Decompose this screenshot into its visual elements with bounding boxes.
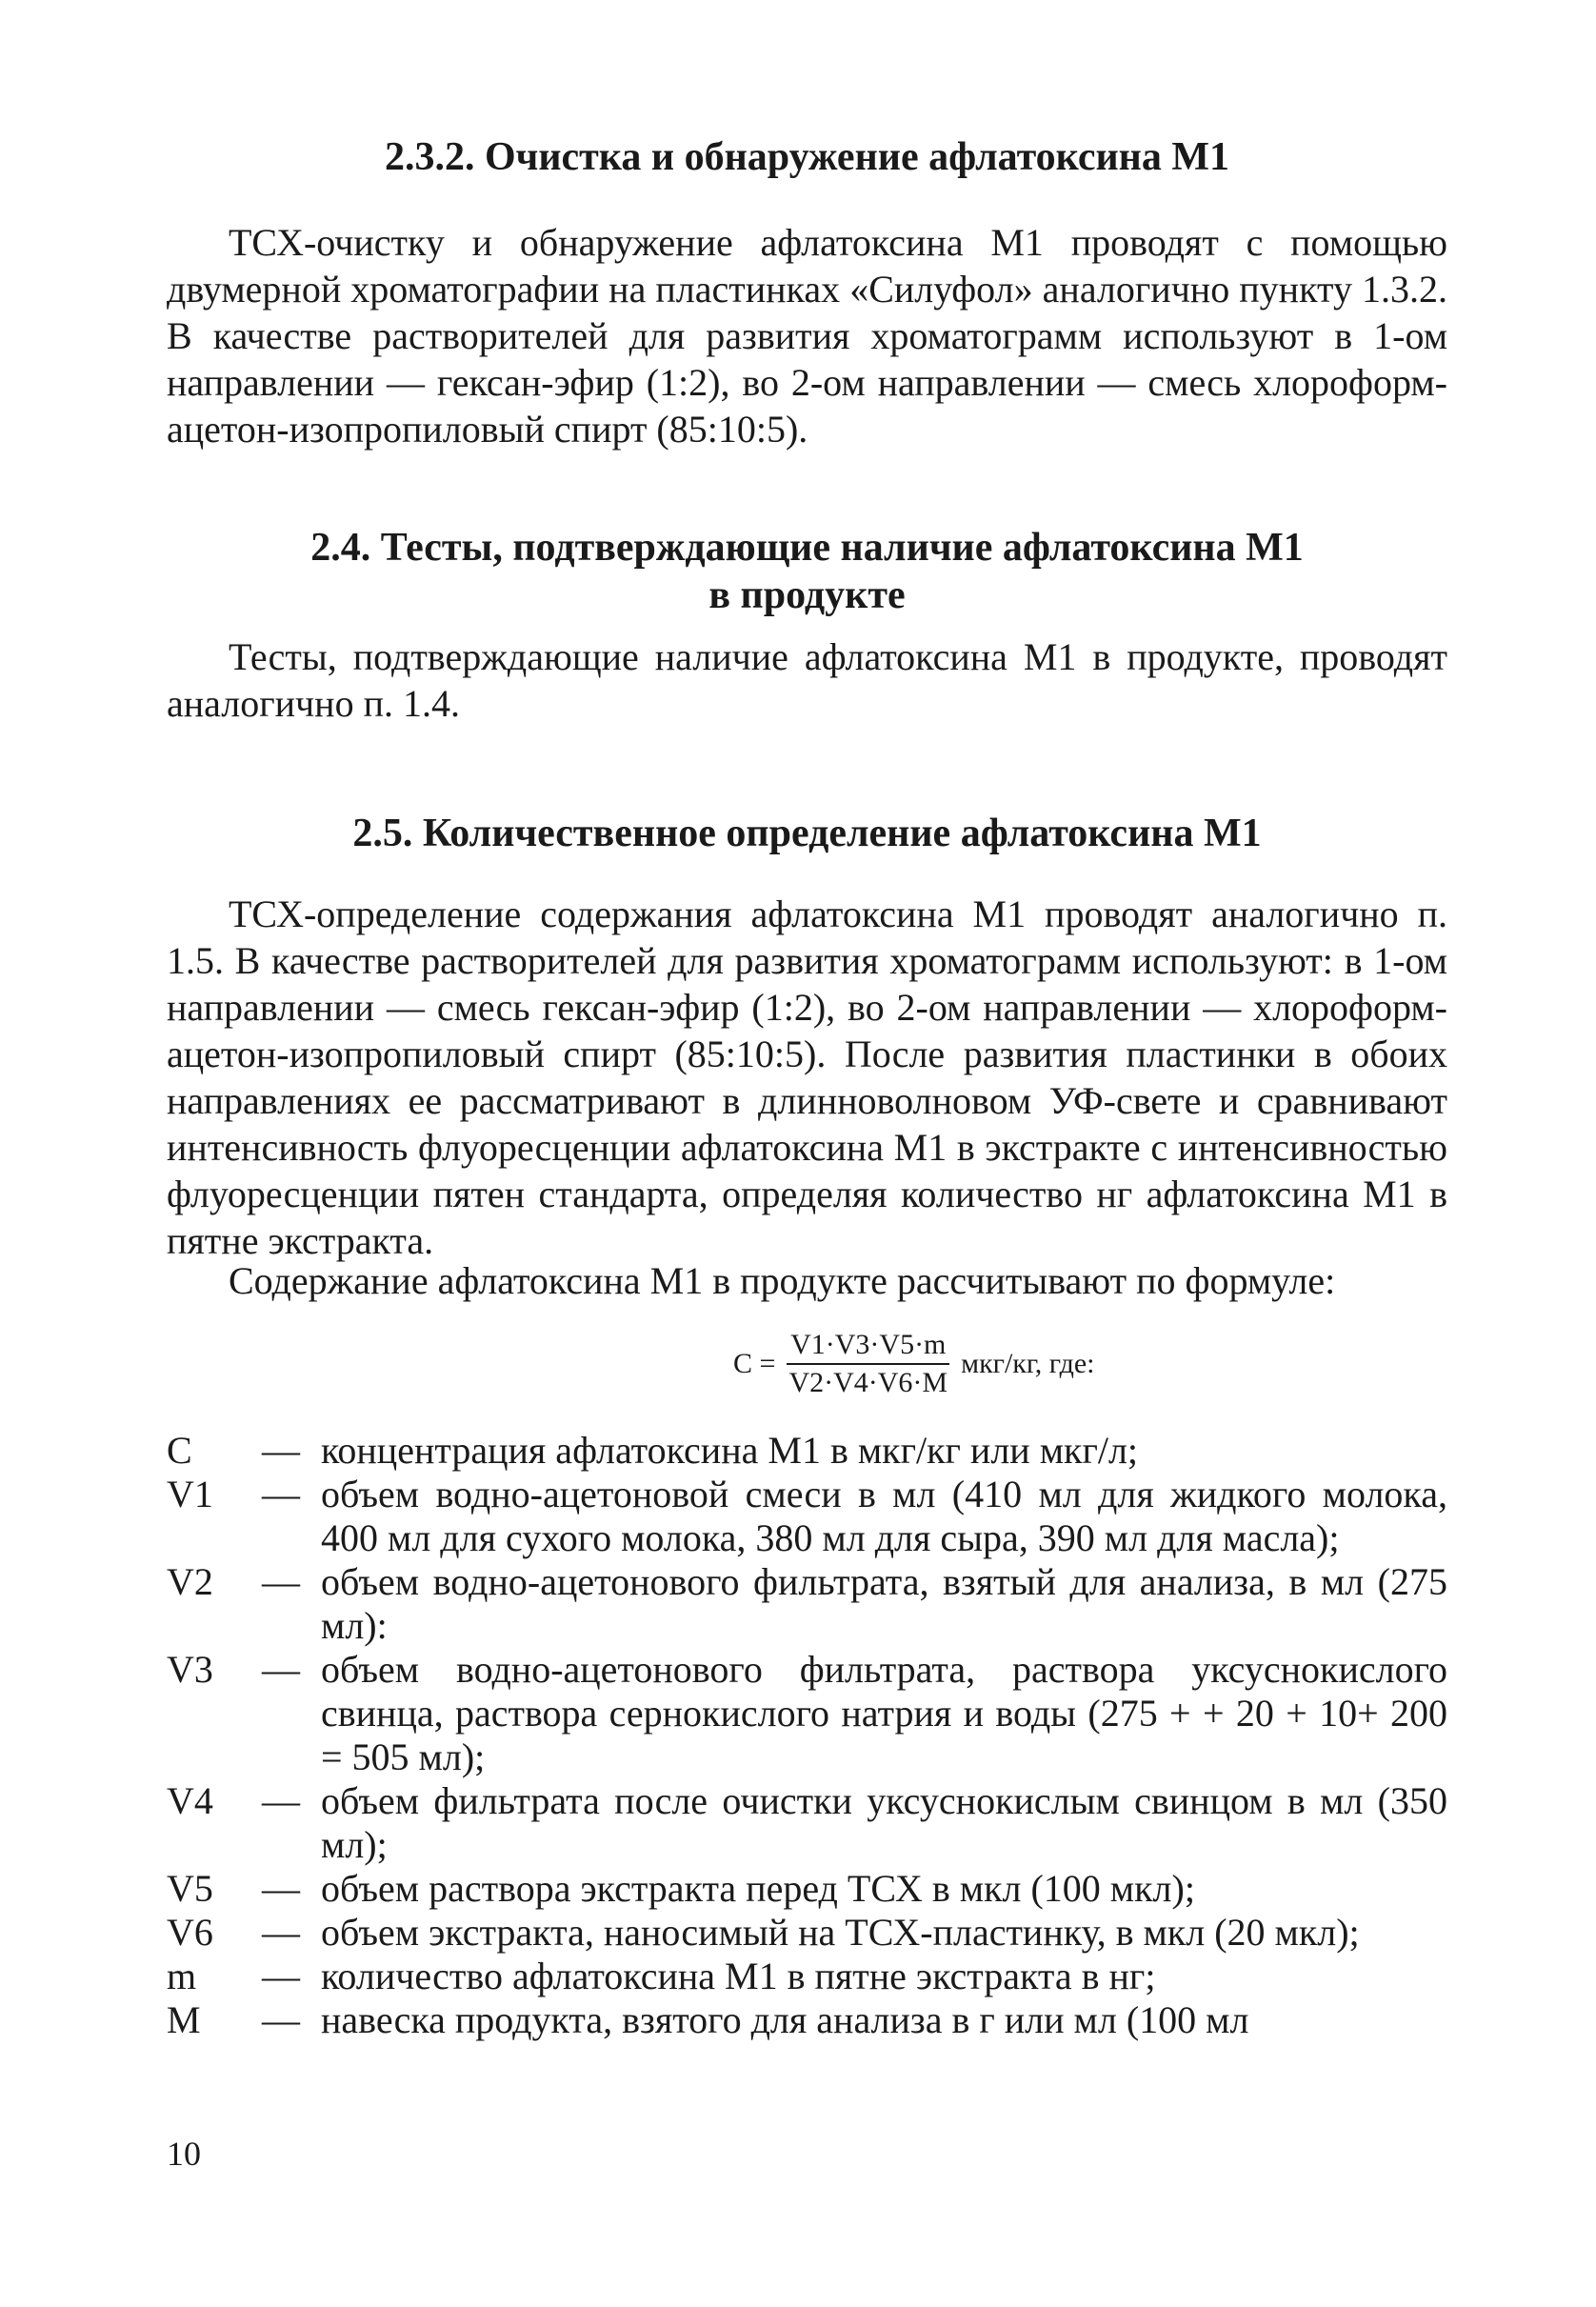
definition-item: [167, 1648, 1447, 1779]
definition-dash: —: [262, 1867, 300, 1910]
definition-symbol: V2: [167, 1560, 213, 1603]
definition-item: [167, 1473, 1447, 1560]
paragraph-2-5-method: ТСХ-определение содержания афлатоксина M1 проводят аналогично п. 1.5. В качестве растворителей для развития хроматограмм используют: в 1-ом направлении — смесь гексан-эфир (1:2), во 2-ом направлении — хлороформ-ацетон-изопропиловый спирт (85:10:5). После развития пластинки в обоих направлениях ее рассматривают в длинноволновом УФ-свете и сравнивают интенсивность флуоресценции афлатоксина M1 в экстракте с интенсивностью флуоресценции пятен стандарта, определяя количество нг афлатоксина M1 в пятне экстракта.: [167, 893, 1447, 1262]
definition-text: навеска продукта, взятого для анализа в г или мл (100 мл: [321, 1998, 1249, 2041]
definition-dash: —: [262, 1911, 300, 1954]
definition-dash: —: [262, 1429, 300, 1472]
definition-text: количество афлатоксина M1 в пятне экстракта в нг;: [321, 1955, 1156, 1997]
definition-symbol: V3: [167, 1648, 213, 1691]
definition-item: [167, 1998, 1447, 2042]
formula-lhs: C =: [733, 1348, 776, 1379]
definition-item: [167, 1867, 1447, 1911]
heading-2-3-2: 2.3.2. Очистка и обнаружение афлатоксина M1: [384, 135, 1230, 179]
definition-text: объем раствора экстракта перед ТСХ в мкл (100 мкл);: [321, 1867, 1195, 1910]
definition-item: [167, 1911, 1447, 1955]
formula-denominator: V2·V4·V6·M: [788, 1367, 948, 1398]
definition-item: [167, 1560, 1447, 1648]
definition-symbol: C: [167, 1429, 192, 1472]
definition-text: концентрация афлатоксина M1 в мкг/кг или мкг/л;: [321, 1429, 1139, 1472]
definition-item: [167, 1779, 1447, 1867]
page-number: 10: [167, 2135, 201, 2173]
definition-dash: —: [262, 1955, 300, 1997]
formula-fraction: [785, 1329, 951, 1399]
definition-symbol: V6: [167, 1911, 213, 1954]
heading-2-4-line1: 2.4. Тесты, подтверждающие наличие афлатоксина M1: [310, 526, 1304, 570]
definition-item: [167, 1955, 1447, 1998]
paragraph-2-5-formula-intro: Содержание афлатоксина M1 в продукте рассчитывают по формуле:: [229, 1259, 1336, 1302]
variable-definitions: [167, 1429, 1447, 2042]
definition-symbol: V5: [167, 1867, 213, 1910]
definition-symbol: V1: [167, 1473, 213, 1515]
paragraph-2-3-2: ТСХ-очистку и обнаружение афлатоксина M1 проводят с помощью двумерной хроматографии на пластинках «Силуфол» аналогично пункту 1.3.2. В качестве растворителей для развития хроматограмм используют в 1-ом направлении — гексан-эфир (1:2), во 2-ом направлении — смесь хлороформ-ацетон-изопропиловый спирт (85:10:5).: [167, 221, 1447, 451]
definition-dash: —: [262, 1779, 300, 1822]
definition-text: объем экстракта, наносимый на ТСХ-пластинку, в мкл (20 мкл);: [321, 1911, 1360, 1954]
heading-2-4-line2: в продукте: [708, 573, 906, 617]
definition-symbol: V4: [167, 1779, 213, 1822]
definition-symbol: m: [167, 1955, 197, 1997]
definition-text: объем водно-ацетонового фильтрата, взятый для анализа, в мл (275 мл):: [321, 1560, 1447, 1647]
paragraph-2-4: Тесты, подтверждающие наличие афлатоксина M1 в продукте, проводят аналогично п. 1.4.: [167, 635, 1447, 725]
definition-dash: —: [262, 1998, 300, 2041]
heading-2-4: [167, 524, 1447, 619]
definition-item: [167, 1429, 1447, 1473]
definition-text: объем водно-ацетоновой смеси в мл (410 мл для жидкого молока, 400 мл для сухого молока, 380 мл для сыра, 390 мл для масла);: [321, 1473, 1447, 1559]
formula-unit: мкг/кг, где:: [961, 1348, 1095, 1379]
definition-text: объем водно-ацетонового фильтрата, раствора уксуснокислого свинца, раствора сернокислого натрия и воды (275 + + 20 + 10+ 200 = 505 мл);: [321, 1648, 1447, 1778]
definition-dash: —: [262, 1473, 300, 1515]
definition-dash: —: [262, 1560, 300, 1603]
definition-symbol: M: [167, 1998, 201, 2041]
formula-numerator: V1·V3·V5·m: [787, 1329, 949, 1365]
definition-dash: —: [262, 1648, 300, 1691]
definition-text: объем фильтрата после очистки уксуснокислым свинцом в мл (350 мл);: [321, 1779, 1447, 1866]
concentration-formula: [733, 1329, 1095, 1399]
heading-2-5: 2.5. Количественное определение афлатоксина M1: [352, 812, 1262, 855]
